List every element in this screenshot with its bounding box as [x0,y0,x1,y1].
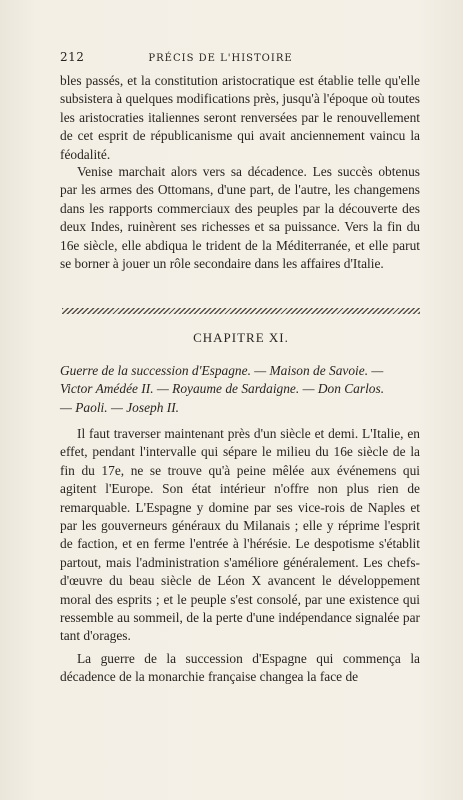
page-number: 212 [60,50,85,64]
summary-line: — Paoli. — Joseph II. [60,399,180,415]
running-title: PRÉCIS DE L'HISTOIRE [148,53,293,64]
paragraph-italie [60,425,420,646]
chapter-summary [60,362,422,417]
summary-line: Victor Amédée II. — Royaume de Sardaigne. — Don Carlos. [60,381,385,397]
summary-line: Guerre de la succession d'Espagne. — Maison de Savoie. — [60,363,384,378]
paragraph-text: bles passés, et la constitution aristocratique est établie telle qu'elle subsistera à quelques modifications près, jusqu'à l'époque où toutes les aristocraties italiennes seront renversées par le renouvellement de cet esprit de républicanisme qui avait anciennement vaincu la féodalité. [60,73,420,162]
paragraph-text: La guerre de la succession d'Espagne qui commença la décadence de la monarchie française changea la face de [60,651,420,685]
paragraph-text: Venise marchait alors vers sa décadence. Les succès obtenus par les armes des Ottomans, d'une part, de l'autre, les changemens dans les rapports commerciaux des peuples par la découverte des deux Indes, ruinèrent ses richesses et sa puissance. Vers la fin du 16e siècle, elle abdiqua le trident de la Méditerranée, et elle parut se borner à jouer un rôle secondaire dans les affaires d'Italie. [60,164,420,272]
ornamental-divider [62,308,420,314]
running-header [60,50,422,64]
paragraph-text: Il faut traverser maintenant près d'un siècle et demi. L'Italie, en effet, pendant l'intervalle qui sépare le milieu du 16e siècle de la fin du 17e, ne se trouve qu'à peine mêlée aux événemens qui agitent l'Europe. Son état intérieur n'offre non plus rien de remarquable. L'Espagne y domine par ses vice-rois de Naples et par les gouverneurs généraux du Milanais ; elle y réprime l'esprit de faction, et en ferme l'entrée à l'hérésie. Le despotisme s'établit partout, mais l'administration s'améliore généralement. Les chefs-d'œuvre du beau siècle de Léon X avancent le développement moral des esprits ; et le peuple s'est consolé, par une existence qui ressemble au sommeil, de la perte d'une indépendance signalée par tant d'orages. [60,426,420,644]
chapter-title: CHAPITRE XI. [193,330,289,345]
paragraph-guerre [60,650,420,687]
paragraph-venise [60,163,420,273]
paragraph-continuation [60,72,420,164]
